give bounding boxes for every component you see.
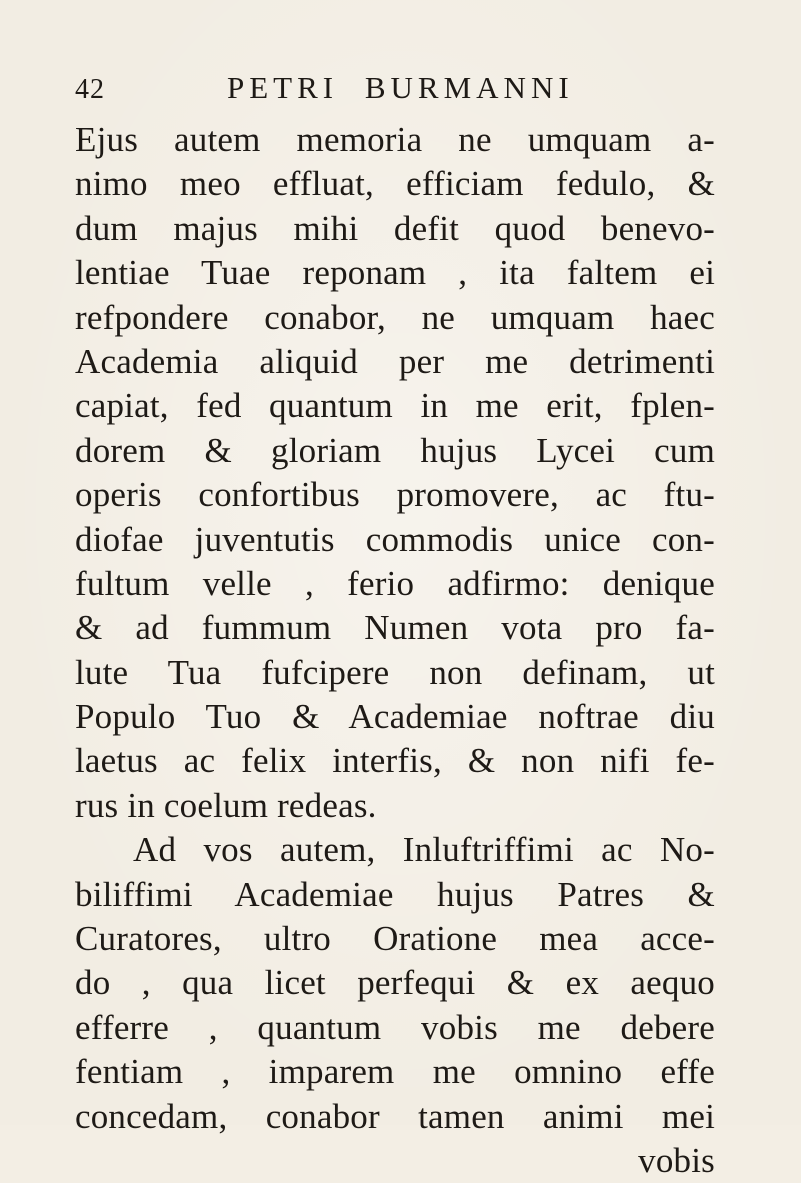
text-line: Populo Tuo & Academiae noftrae diu	[75, 697, 715, 737]
text-line: fultum velle , ferio adfirmo: denique	[75, 563, 715, 603]
text-line: fentiam , imparem me omnino effe	[75, 1052, 715, 1092]
text-line: capiat, fed quantum in me erit, fplen-	[75, 386, 715, 426]
text-line: nimo meo effluat, efficiam fedulo, &	[75, 164, 715, 204]
running-title: PETRI BURMANNI	[227, 70, 574, 105]
text-line: laetus ac felix interfis, & non nifi fe-	[75, 741, 715, 781]
page-number: 42	[75, 74, 105, 105]
text-line: Curatores, ultro Oratione mea acce-	[75, 919, 715, 959]
body-text	[75, 118, 715, 1183]
text-line: operis confortibus promovere, ac ftu-	[75, 475, 715, 515]
text-line: lute Tua fufcipere non definam, ut	[75, 652, 715, 692]
text-line: & ad fummum Numen vota pro fa-	[75, 608, 715, 648]
text-line: lentiae Tuae reponam , ita faltem ei	[75, 253, 715, 293]
text-line-paragraph-end: rus in coelum redeas.	[75, 785, 377, 825]
catchword: vobis	[638, 1140, 715, 1180]
text-line: refpondere conabor, ne umquam haec	[75, 297, 715, 337]
text-line-paragraph-start: Ad vos autem, Inluftriffimi ac No-	[133, 830, 715, 870]
text-line: Ejus autem memoria ne umquam a-	[75, 120, 715, 159]
text-line: Academia aliquid per me detrimenti	[75, 341, 715, 381]
text-line: diofae juventutis commodis unice con-	[75, 519, 715, 559]
text-line: concedam, conabor tamen animi mei	[75, 1096, 715, 1136]
page-header	[75, 70, 675, 110]
text-line: biliffimi Academiae hujus Patres &	[75, 874, 715, 914]
text-line: do , qua licet perfequi & ex aequo	[75, 963, 715, 1003]
text-line: efferre , quantum vobis me debere	[75, 1007, 715, 1047]
text-line: dorem & gloriam hujus Lycei cum	[75, 430, 715, 470]
text-line: dum majus mihi defit quod benevo-	[75, 208, 715, 248]
